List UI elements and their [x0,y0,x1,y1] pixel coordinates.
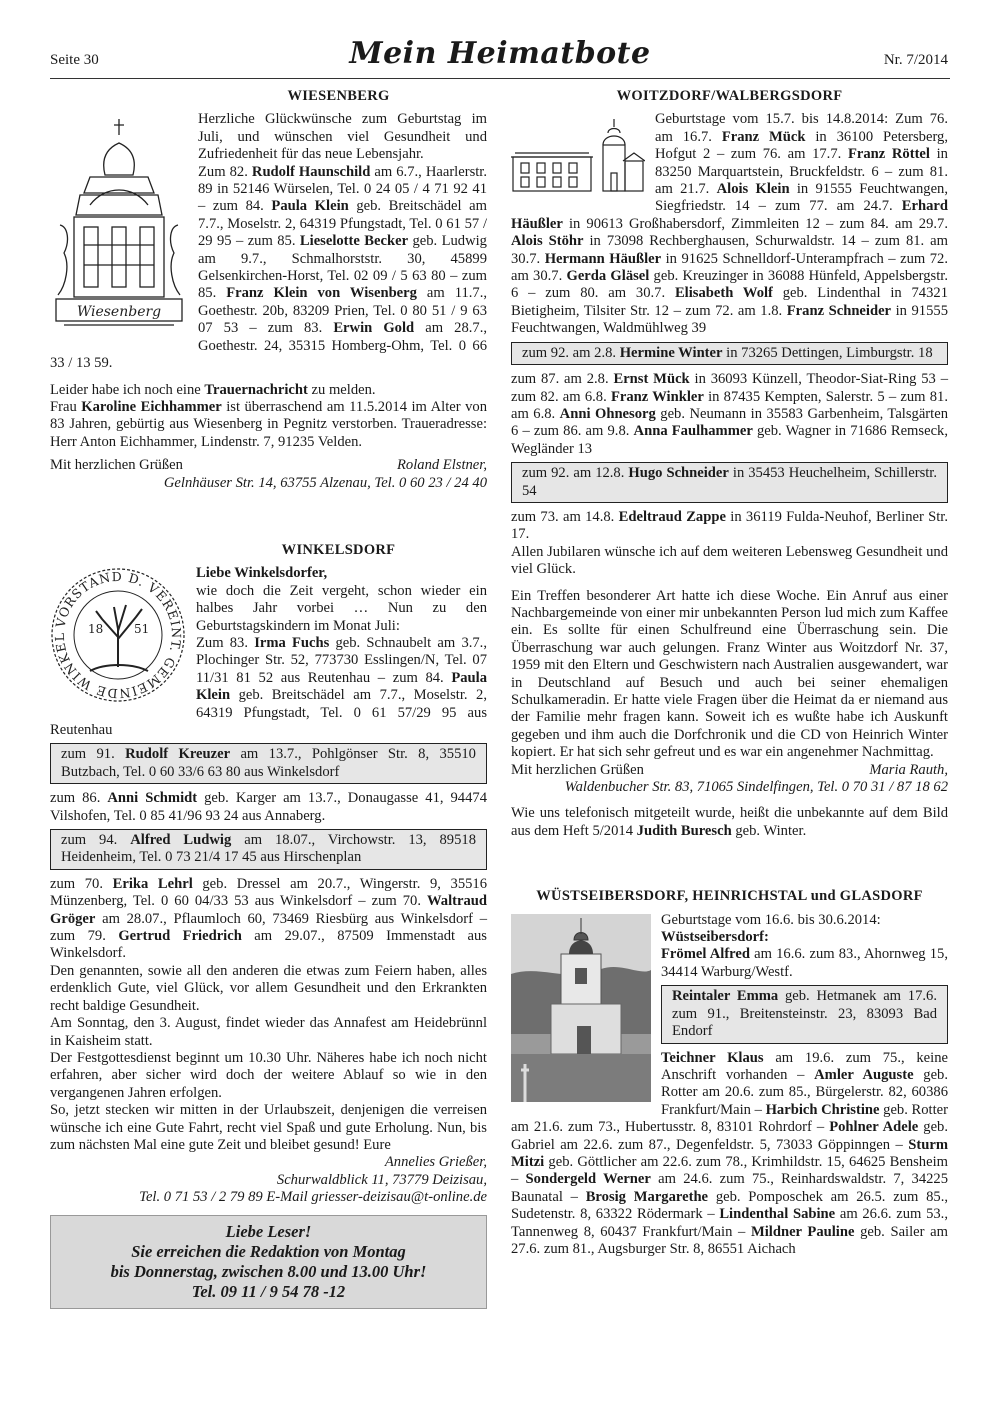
signature-address: Gelnhäuser Str. 14, 63755 Alzenau, Tel. 0 60 23 / 24 40 [163,474,487,491]
wishes-text: Den genannten, sowie all den anderen die etwas zum Feiern haben, alles erdenklich Gute, viel Glück, vor allem Gesundheit und den Erkrankten recht baldige Gesundheit. [50,962,487,1014]
birthday-list: Geburtstage vom 15.7. bis 14.8.2014: Zum 76. am 16.7. Franz Mück in 36100 Petersberg, Hofgut 2 – zum 76. am 17.7. Franz Röttel in 83250 Marquartstein, Bruckfeldstr. 6 – zum 81. am 21.7. Alois Klein in 91555 Feuchtwangen, Siegfriedstr. 14 – zum 77. am 24.7. Erhard Häußler in 90613 Großhabersdorf, Zimmleiten 12 – zum 84. am 29.7. Alois Stöhr in 73098 Rechberghausen, Schurwaldstr. 14 – zum 81. am 30.7. Hermann Häußler in 91625 Schnelldorf-Unterampfrach – zum 72. am 30.7. Gerda Gläsel geb. Kreuzinger in 36088 Hünfeld, Appelsbergstr. 6 – zum 80. am 30.7. Elisabeth Wolf geb. Lindenthal in 74321 Bietigheim, Tilsiter Str. 12 – zum 72. am 1.8. Franz Schneider in 91555 Feuchtwangen, Waldmühlweg 39 [511,111,949,337]
editorial-notice: Liebe Leser! Sie erreichen die Redaktion von Montag bis Donnerstag, zwischen 8.00 und 13.00 Uhr! Tel. 09 11 / 9 54 78 -12 [50,1215,487,1309]
salutation: Liebe Winkelsdorfer, [196,565,328,582]
story-text: Ein Treffen besonderer Art hatte ich diese Woche. Ein Anruf aus einer Nachbargemeinde von einer mir unbekannten Person lud mich zum Kaffee ein. Es sollte für einen Schulfreund eine Überraschung sein. Die Überraschung war auch gelungen. Franz Winter aus Woitzdorf Nr. 37, 1959 mit den Eltern und Geschwistern nach Australien ausgewandert, war in Deutschland auf Besuch und auch bei seiner ehemaligen Schulkameradin. Er hatte viele Fragen über die Heimat da er niemand aus der Familie mehr fragen kann. Soweit ich es wußte habe ich Auskunft gegeben und ihm auch die Dorfchronik und die CD von Heinrich Winter kopiert. Er hat sich sehr gefreut und es war ein angenehmer Nachmittag. [511,587,948,761]
service-text: Der Festgottesdienst beginnt um 10.30 Uhr. Näheres habe ich noch nicht erfahren, aber sicher wird doch der weitere Ablauf so wie in den vergangenen Jahren erfolgen. [50,1049,487,1101]
highlight-box: zum 94. Alfred Ludwig am 18.07., Virchowstr. 13, 89518 Heidenheim, Tel. 0 73 21/4 17 45 aus Hirschenplan [50,829,487,870]
highlight-box: Reintaler Emma geb. Hetmanek am 17.6. zum 91., Breitensteinstr. 23, 83093 Bad Endorf [661,985,948,1043]
wiesenberg-crest-image [50,115,188,347]
signature: Mit herzlichen Grüßen Roland Elstner, [50,457,487,474]
annafest-text: Am Sonntag, den 3. August, findet wieder das Annafest am Heidebrünnl in Kaisheim statt. [50,1015,487,1049]
birthday-entry: zum 70. Erika Lehrl geb. Dressel am 20.7., Wingerstr. 9, 35516 Münzenberg, Tel. 0 60 04/33 53 aus Winkelsdorf – zum 70. Waltraud Gröger am 28.07., Pflaumloch 60, 73469 Riesbürg aus Winkelsdorf – zum 79. Gertrud Friedrich am 29.07., 87509 Immenstadt aus Winkelsdorf. [50,875,488,962]
seal-text: VORSTAND D. VEREINT. GEMEINDE WINKEL [51,569,185,702]
section-winkelsdorf [50,542,487,1207]
left-column [50,88,487,1309]
right-column [511,88,948,1258]
signature-address: Waldenbucher Str. 83, 71065 Sindelfingen, Tel. 0 70 31 / 87 18 62 [564,779,948,796]
sub-heading: Wüstseibersdorf: [661,929,769,946]
section-title: WIESENBERG [287,88,390,104]
section-wiesenberg [50,88,487,492]
masthead-logo: Mein Heimatbote [349,36,651,71]
church-photo [511,914,651,1102]
section-wuestseibersdorf [511,888,948,1258]
issue-number: Nr. 7/2014 [883,52,948,68]
greeting: Herzliche Glückwünsche zum Geburtstag im Juli, und wünschen viel Gesundheit und Zufriedenheit für das neue Lebensjahr. [198,111,487,163]
highlight-box: zum 92. am 12.8. Hugo Schneider in 35453 Heuchelheim, Schillerstr. 54 [511,462,948,503]
section-title: WOITZDORF/WALBERGSDORF [616,88,843,104]
section-title: WÜSTSEIBERSDORF, HEINRICHSTAL und GLASDORF [536,888,923,905]
woitzdorf-village-image [511,117,645,195]
signature: Mit herzlichen Grüßen Maria Rauth, [511,761,948,778]
signature-name: Annelies Grießer, [384,1154,487,1171]
date-range: Geburtstage vom 16.6. bis 30.6.2014: [661,911,881,928]
wishes-text: Allen Jubilaren wünsche ich auf dem weiteren Lebensweg Gesundheit und viel Glück. [511,543,948,578]
winkelsdorf-seal-image [50,567,186,703]
birthday-entry: Frömel Alfred am 16.6. zum 83., Ahornweg 15, 34414 Warburg/Westf. [661,946,949,980]
highlight-box: zum 92. am 2.8. Hermine Winter in 73265 Dettingen, Limburgstr. 18 [511,342,948,365]
seal-year-right: 51 [134,622,150,637]
seal-year-left: 18 [88,622,104,637]
section-title: WINKELSDORF [281,541,396,558]
signature-contact: Tel. 0 71 53 / 2 79 89 E-Mail griesser-deizisau@t-online.de [139,1189,487,1206]
page-number: Seite 30 [50,52,99,68]
signature-address: Schurwaldblick 11, 73779 Deizisau, [276,1171,487,1188]
highlight-box: zum 91. Rudolf Kreuzer am 13.7., Pohlgönser Str. 8, 35510 Butzbach, Tel. 0 60 33/6 63 80 aus Winkelsdorf [50,743,487,784]
closing-text: So, jetzt stecken wir mitten in der Urlaubszeit, denjenigen die verreisen wünsche ich eine Gute Fahrt, recht viel Spaß und gute Erholung. Nun, bis zum nächsten Mal eine gute Zeit und bleibet gesund! Eure [50,1102,487,1153]
birthday-list: zum 87. am 2.8. Ernst Mück in 36093 Künzell, Theodor-Siat-Ring 53 – zum 82. am 6.8. Franz Winkler in 87435 Kempten, Salerstr. 5 – zum 81. am 6.8. Anni Ohnesorg geb. Neumann in 35583 Garbenheim, Talsgärten 6 – zum 86. am 9.8. Anna Faulhammer geb. Wagner in 71686 Remseck, Wegländer 13 [511,371,948,457]
section-woitzdorf [511,88,948,840]
obituary-text: Frau Karoline Eichhammer ist überraschend am 11.5.2014 im Alter von 83 Jahren, gebürtig aus Wiesenberg in Pegnitz verstorben. Traueradresse: Herr Anton Eichhammer, Lindenstr. 7, 91235 Velden. [50,398,487,450]
intro-text: wie doch die Zeit vergeht, schon wieder ein halbes Jahr vorbei … Nun zu den Geburtstagskindern im Monat Juli: [196,582,487,634]
header-rule [50,78,950,79]
photo-note: Wie uns telefonisch mitgeteilt wurde, heißt die unbekannte auf dem Bild aus dem Heft 5/2014 Judith Buresch geb. Winter. [511,805,948,839]
birthday-list: Zum 83. Irma Fuchs geb. Schnaubelt am 3.7., Plochinger Str. 52, 773730 Esslingen/N, Tel. 07 11/31 81 52 aus Reutenhau – zum 84. Paula Klein geb. Breitschädel am 7.7., Moselstr. 2, 64319 Pfungstadt, Tel. 0 61 57/29 95 aus Reutenhau [50,634,487,738]
crest-label: Wiesenberg [76,304,162,321]
obituary-intro: Leider habe ich noch eine Trauernachricht zu melden. [50,381,376,398]
birthday-entry: zum 86. Anni Schmidt geb. Karger am 13.7., Donaugasse 41, 94474 Vilshofen, Tel. 0 85 41/96 93 24 aus Annaberg. [50,790,487,824]
birthday-entry: zum 73. am 14.8. Edeltraud Zappe in 36119 Fulda-Neuhof, Berliner Str. 17. [511,508,949,543]
birthday-list: Teichner Klaus am 19.6. zum 75., keine Anschrift vorhanden – Amler Auguste geb. Rotter am 20.6. zum 85., Bürgelerstr. 82, 60386 Frankfurt/Main – Harbich Christine geb. Rotter am 21.6. zum 73., Hubertusstr. 8, 83101 Rohrdorf – Pohlner Adele geb. Gabriel am 22.6. zum 87., Degenfeldstr. 5, 73033 Göppinngen – Sturm Mitzi geb. Göttlicher am 22.6. zum 78., Krimhildstr. 15, 64625 Bensheim – Sondergeld Werner am 24.6. zum 75., Reinhardswaldstr. 7, 34225 Baunatal – Brosig Margarethe geb. Pomposchek am 26.5. zum 85., Sudetenstr. 8, 63322 Rödermark – Lindenthal Sabine am 26.6. zum 53., Tannenweg 8, 60437 Frankfurt/Main – Mildner Pauline geb. Sailer am 27.6. zum 81., Augsburger Str. 8, 86551 Aichach [511,1049,949,1257]
birthday-list: Zum 82. Rudolf Haunschild am 6.7., Haarlerstr. 89 in 52146 Würselen, Tel. 0 24 05 / 4 71 92 41 – zum 84. Paula Klein geb. Breitschädel am 7.7., Moselstr. 2, 64319 Pfungstadt, Tel. 0 61 57 / 29 95 – zum 85. Lieselotte Becker geb. Ludwig am 9.7., Schmalhorststr. 30, 45899 Gelsenkirchen-Horst, Tel. 02 09 / 5 63 80 – zum 85. Franz Klein von Wisenberg am 11.7., Goethestr. 20b, 83209 Prien, Tel. 0 80 51 / 9 63 07 53 – zum 83. Erwin Gold am 28.7., Goethestr. 24, 35315 Homberg-Ohm, Tel. 0 66 33 / 13 59. [50,163,488,372]
